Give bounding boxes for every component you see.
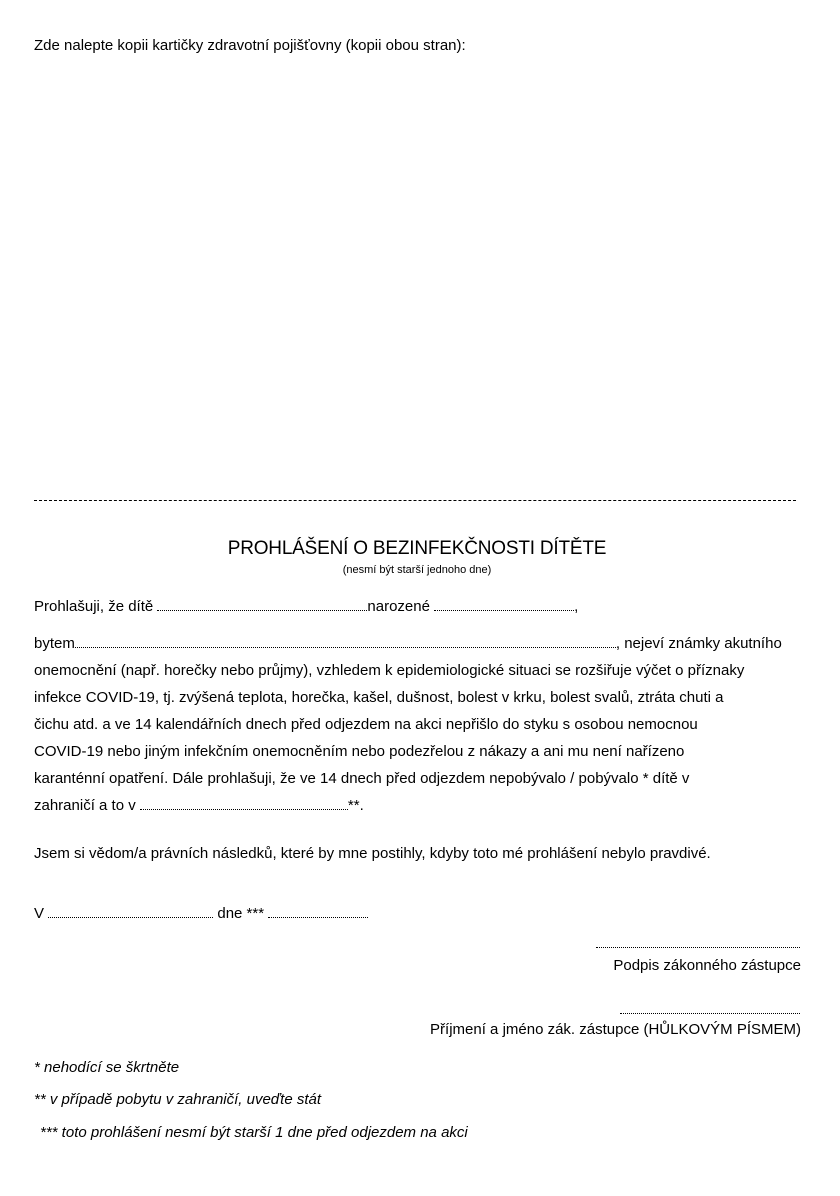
comma: , (574, 598, 579, 615)
footnote-2: ** v případě pobytu v zahraničí, uveďte stát (34, 1091, 322, 1108)
declaration-line-5: čichu atd. a ve 14 kalendářních dnech před odjezdem na akci nepřišlo do styku s osobou nemocnou (34, 716, 698, 733)
born-label: narozené (367, 598, 435, 615)
insurance-card-instruction: Zde nalepte kopii kartičky zdravotní pojišťovny (kopii obou stran): (34, 37, 466, 54)
declaration-line-address (34, 630, 804, 657)
declaration-line-3: onemocnění (např. horečky nebo průjmy), vzhledem k epidemiologické situaci se rozšiřuje výčet o příznaky (34, 662, 745, 679)
parent-signature-field[interactable] (596, 947, 800, 948)
form-subtitle: (nesmí být starší jednoho dne) (342, 564, 492, 576)
footnote-3: *** toto prohlášení nesmí být starší 1 dne před odjezdem na akci (40, 1124, 468, 1141)
place-date-line (34, 905, 368, 922)
declaration-line-abroad (34, 792, 804, 819)
parent-name-field[interactable] (620, 1013, 800, 1014)
declaration-line-6: COVID-19 nebo jiným infekčním onemocněním nebo podezřelou z nákazy a ani mu není nařízeno (34, 743, 685, 760)
parent-name-label: Příjmení a jméno zák. zástupce (HŮLKOVÝM PÍSMEM) (430, 1021, 801, 1038)
birth-date-field[interactable] (434, 599, 574, 611)
footnote-1: * nehodící se škrtněte (34, 1059, 180, 1076)
date-label: dne *** (213, 905, 269, 922)
legal-statement: Jsem si vědom/a právních následků, které by mne postihly, kdyby toto mé prohlášení nebylo pravdivé. (34, 845, 711, 862)
date-field[interactable] (268, 906, 368, 918)
declaration-line-4: infekce COVID-19, tj. zvýšená teplota, horečka, kašel, dušnost, bolest v krku, bolest svalů, ztráta chuti a (34, 689, 724, 706)
abroad-suffix: **. (347, 797, 364, 814)
cut-line-divider (34, 500, 796, 501)
address-field[interactable] (75, 636, 616, 648)
child-name-field[interactable] (157, 599, 367, 611)
form-title: PROHLÁŠENÍ O BEZINFEKČNOSTI DÍTĚTE (227, 538, 607, 559)
parent-signature-label: Podpis zákonného zástupce (613, 957, 801, 974)
address-label: bytem (34, 635, 75, 652)
abroad-label: zahraničí a to v (34, 797, 140, 814)
child-label: Prohlašuji, že dítě (34, 598, 158, 615)
address-suffix: , nejeví známky akutního (615, 635, 782, 652)
abroad-country-field[interactable] (140, 798, 348, 810)
declaration-line-7: karanténní opatření. Dále prohlašuji, že ve 14 dnech před odjezdem nepobývalo / pobývalo * dítě v (34, 770, 690, 787)
declaration-paragraph (34, 593, 804, 819)
declaration-line-child (34, 593, 804, 630)
place-field[interactable] (48, 906, 213, 918)
place-label: V (34, 905, 49, 922)
